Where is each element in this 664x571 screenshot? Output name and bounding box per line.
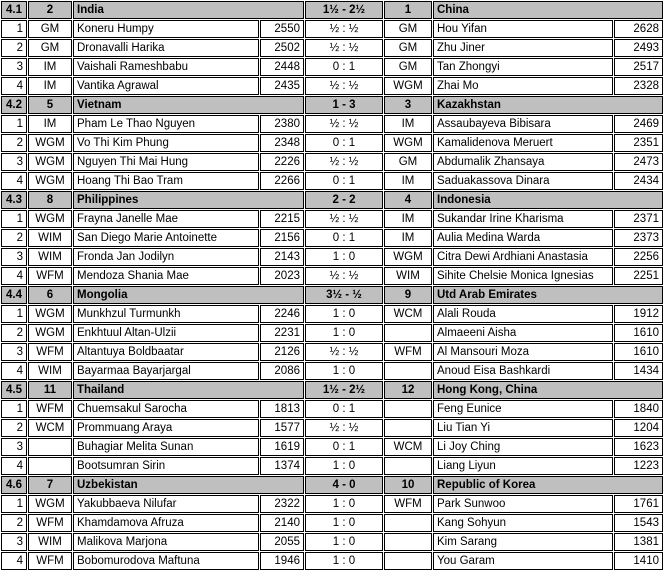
home-title-cell: WFM <box>28 514 72 532</box>
home-title-cell: WIM <box>28 248 72 266</box>
away-title-cell <box>384 400 432 418</box>
board-result-row <box>1 20 663 38</box>
board-result-row <box>1 229 663 247</box>
home-rating-cell: 2086 <box>260 362 304 380</box>
board-number-cell: 1 <box>1 400 27 418</box>
away-seed-cell: 9 <box>384 286 432 304</box>
away-rating-cell: 1610 <box>614 343 663 361</box>
result-cell: ½ : ½ <box>305 419 383 437</box>
result-cell: 0 : 1 <box>305 172 383 190</box>
home-player-cell: Mendoza Shania Mae <box>73 267 259 285</box>
home-title-cell <box>28 457 72 475</box>
home-player-cell: Chuemsakul Sarocha <box>73 400 259 418</box>
away-title-cell: IM <box>384 229 432 247</box>
board-result-row <box>1 305 663 323</box>
away-title-cell: IM <box>384 210 432 228</box>
home-player-cell: Khamdamova Afruza <box>73 514 259 532</box>
home-player-cell: Enkhtuul Altan-Ulzii <box>73 324 259 342</box>
board-number-cell: 4 <box>1 552 27 570</box>
home-rating-cell: 2023 <box>260 267 304 285</box>
away-player-cell: Zhai Mo <box>433 77 613 95</box>
away-team-cell: Republic of Korea <box>433 476 663 494</box>
home-rating-cell: 2322 <box>260 495 304 513</box>
away-rating-cell: 2517 <box>614 58 663 76</box>
home-title-cell: WIM <box>28 229 72 247</box>
home-player-cell: Prommuang Araya <box>73 419 259 437</box>
home-title-cell: IM <box>28 115 72 133</box>
board-result-row <box>1 362 663 380</box>
away-team-cell: Hong Kong, China <box>433 381 663 399</box>
away-title-cell: WGM <box>384 77 432 95</box>
home-rating-cell: 2380 <box>260 115 304 133</box>
home-rating-cell: 2435 <box>260 77 304 95</box>
away-rating-cell: 1204 <box>614 419 663 437</box>
home-rating-cell: 2266 <box>260 172 304 190</box>
board-number-cell: 1 <box>1 305 27 323</box>
away-rating-cell: 2469 <box>614 115 663 133</box>
result-cell: ½ : ½ <box>305 343 383 361</box>
away-player-cell: Aulia Medina Warda <box>433 229 613 247</box>
board-result-row <box>1 267 663 285</box>
board-number-cell: 2 <box>1 39 27 57</box>
home-player-cell: Dronavalli Harika <box>73 39 259 57</box>
board-number-cell: 1 <box>1 210 27 228</box>
away-title-cell: WCM <box>384 305 432 323</box>
away-team-cell: Kazakhstan <box>433 96 663 114</box>
away-rating-cell: 2473 <box>614 153 663 171</box>
board-result-row <box>1 115 663 133</box>
result-cell: 1 : 0 <box>305 457 383 475</box>
away-rating-cell: 2371 <box>614 210 663 228</box>
home-seed-cell: 2 <box>28 1 72 19</box>
home-player-cell: Vo Thi Kim Phung <box>73 134 259 152</box>
match-score-cell: 3½ - ½ <box>305 286 383 304</box>
result-cell: 0 : 1 <box>305 134 383 152</box>
home-rating-cell: 1619 <box>260 438 304 456</box>
match-score-cell: 1 - 3 <box>305 96 383 114</box>
home-title-cell: WGM <box>28 305 72 323</box>
board-number-cell: 3 <box>1 533 27 551</box>
away-player-cell: Kim Sarang <box>433 533 613 551</box>
away-player-cell: Saduakassova Dinara <box>433 172 613 190</box>
away-seed-cell: 10 <box>384 476 432 494</box>
away-title-cell: WIM <box>384 267 432 285</box>
result-cell: 0 : 1 <box>305 400 383 418</box>
home-title-cell: WIM <box>28 533 72 551</box>
home-seed-cell: 8 <box>28 191 72 209</box>
away-player-cell: Zhu Jiner <box>433 39 613 57</box>
board-result-row <box>1 400 663 418</box>
away-player-cell: Alali Rouda <box>433 305 613 323</box>
home-title-cell: WIM <box>28 362 72 380</box>
match-number-cell: 4.6 <box>1 476 27 494</box>
result-cell: ½ : ½ <box>305 115 383 133</box>
away-title-cell: GM <box>384 153 432 171</box>
home-title-cell: GM <box>28 20 72 38</box>
away-title-cell <box>384 514 432 532</box>
away-title-cell: WFM <box>384 495 432 513</box>
home-rating-cell: 2502 <box>260 39 304 57</box>
home-player-cell: Frayna Janelle Mae <box>73 210 259 228</box>
home-player-cell: Malikova Marjona <box>73 533 259 551</box>
away-player-cell: Anoud Eisa Bashkardi <box>433 362 613 380</box>
home-player-cell: Hoang Thi Bao Tram <box>73 172 259 190</box>
home-rating-cell: 2231 <box>260 324 304 342</box>
board-number-cell: 3 <box>1 58 27 76</box>
home-rating-cell: 2143 <box>260 248 304 266</box>
match-score-cell: 1½ - 2½ <box>305 381 383 399</box>
away-rating-cell: 1381 <box>614 533 663 551</box>
away-title-cell <box>384 324 432 342</box>
home-player-cell: Bobomurodova Maftuna <box>73 552 259 570</box>
away-player-cell: Almaeeni Aisha <box>433 324 613 342</box>
board-number-cell: 3 <box>1 343 27 361</box>
away-player-cell: Kang Sohyun <box>433 514 613 532</box>
home-title-cell: WGM <box>28 134 72 152</box>
away-title-cell <box>384 362 432 380</box>
board-number-cell: 2 <box>1 514 27 532</box>
result-cell: 1 : 0 <box>305 248 383 266</box>
result-cell: 1 : 0 <box>305 552 383 570</box>
board-number-cell: 3 <box>1 153 27 171</box>
home-team-cell: Vietnam <box>73 96 304 114</box>
home-rating-cell: 2348 <box>260 134 304 152</box>
away-title-cell <box>384 552 432 570</box>
result-cell: 1 : 0 <box>305 362 383 380</box>
away-seed-cell: 1 <box>384 1 432 19</box>
home-player-cell: Bayarmaa Bayarjargal <box>73 362 259 380</box>
home-title-cell <box>28 438 72 456</box>
home-seed-cell: 6 <box>28 286 72 304</box>
home-player-cell: Vantika Agrawal <box>73 77 259 95</box>
away-player-cell: Sukandar Irine Kharisma <box>433 210 613 228</box>
away-player-cell: Park Sunwoo <box>433 495 613 513</box>
match-header-row <box>1 96 663 114</box>
home-player-cell: Altantuya Boldbaatar <box>73 343 259 361</box>
match-number-cell: 4.1 <box>1 1 27 19</box>
result-cell: ½ : ½ <box>305 77 383 95</box>
home-title-cell: WFM <box>28 400 72 418</box>
board-result-row <box>1 77 663 95</box>
match-score-cell: 1½ - 2½ <box>305 1 383 19</box>
result-cell: ½ : ½ <box>305 267 383 285</box>
board-number-cell: 2 <box>1 324 27 342</box>
away-player-cell: Kamalidenova Meruert <box>433 134 613 152</box>
away-team-cell: China <box>433 1 663 19</box>
home-team-cell: Uzbekistan <box>73 476 304 494</box>
away-title-cell: GM <box>384 39 432 57</box>
board-number-cell: 1 <box>1 20 27 38</box>
away-rating-cell: 2373 <box>614 229 663 247</box>
home-title-cell: GM <box>28 39 72 57</box>
home-player-cell: Munkhzul Turmunkh <box>73 305 259 323</box>
board-result-row <box>1 58 663 76</box>
away-title-cell: GM <box>384 20 432 38</box>
away-rating-cell: 1223 <box>614 457 663 475</box>
away-title-cell <box>384 419 432 437</box>
home-title-cell: WGM <box>28 324 72 342</box>
board-number-cell: 1 <box>1 495 27 513</box>
away-rating-cell: 2434 <box>614 172 663 190</box>
home-title-cell: WGM <box>28 172 72 190</box>
home-rating-cell: 2126 <box>260 343 304 361</box>
away-player-cell: Abdumalik Zhansaya <box>433 153 613 171</box>
away-title-cell: IM <box>384 172 432 190</box>
result-cell: 1 : 0 <box>305 514 383 532</box>
home-title-cell: WFM <box>28 552 72 570</box>
match-header-row <box>1 1 663 19</box>
home-title-cell: IM <box>28 58 72 76</box>
match-header-row <box>1 381 663 399</box>
board-result-row <box>1 438 663 456</box>
away-rating-cell: 2256 <box>614 248 663 266</box>
away-rating-cell: 1434 <box>614 362 663 380</box>
home-title-cell: WGM <box>28 495 72 513</box>
home-rating-cell: 2448 <box>260 58 304 76</box>
match-number-cell: 4.5 <box>1 381 27 399</box>
result-cell: ½ : ½ <box>305 153 383 171</box>
result-cell: ½ : ½ <box>305 210 383 228</box>
away-player-cell: Al Mansouri Moza <box>433 343 613 361</box>
match-header-row <box>1 191 663 209</box>
away-seed-cell: 4 <box>384 191 432 209</box>
away-rating-cell: 2251 <box>614 267 663 285</box>
home-rating-cell: 2226 <box>260 153 304 171</box>
home-seed-cell: 11 <box>28 381 72 399</box>
away-player-cell: Sihite Chelsie Monica Ignesias <box>433 267 613 285</box>
home-team-cell: Philippines <box>73 191 304 209</box>
result-cell: 1 : 0 <box>305 324 383 342</box>
away-player-cell: You Garam <box>433 552 613 570</box>
away-rating-cell: 1410 <box>614 552 663 570</box>
results-table-body <box>1 1 663 570</box>
home-rating-cell: 2140 <box>260 514 304 532</box>
result-cell: ½ : ½ <box>305 39 383 57</box>
home-rating-cell: 1946 <box>260 552 304 570</box>
home-player-cell: Bootsumran Sirin <box>73 457 259 475</box>
away-seed-cell: 3 <box>384 96 432 114</box>
home-player-cell: Koneru Humpy <box>73 20 259 38</box>
result-cell: 1 : 0 <box>305 495 383 513</box>
home-title-cell: WFM <box>28 343 72 361</box>
home-team-cell: India <box>73 1 304 19</box>
board-result-row <box>1 457 663 475</box>
board-result-row <box>1 210 663 228</box>
board-result-row <box>1 153 663 171</box>
home-title-cell: WGM <box>28 210 72 228</box>
board-number-cell: 1 <box>1 115 27 133</box>
home-player-cell: Yakubbaeva Nilufar <box>73 495 259 513</box>
away-player-cell: Li Joy Ching <box>433 438 613 456</box>
home-player-cell: Fronda Jan Jodilyn <box>73 248 259 266</box>
away-rating-cell: 2628 <box>614 20 663 38</box>
home-title-cell: IM <box>28 77 72 95</box>
away-player-cell: Assaubayeva Bibisara <box>433 115 613 133</box>
board-result-row <box>1 324 663 342</box>
result-cell: 1 : 0 <box>305 305 383 323</box>
home-rating-cell: 2246 <box>260 305 304 323</box>
home-title-cell: WCM <box>28 419 72 437</box>
match-number-cell: 4.3 <box>1 191 27 209</box>
away-rating-cell: 1840 <box>614 400 663 418</box>
match-score-cell: 4 - 0 <box>305 476 383 494</box>
board-result-row <box>1 419 663 437</box>
board-result-row <box>1 552 663 570</box>
away-title-cell <box>384 457 432 475</box>
away-title-cell: GM <box>384 58 432 76</box>
home-title-cell: WFM <box>28 267 72 285</box>
away-rating-cell: 1610 <box>614 324 663 342</box>
away-rating-cell: 1543 <box>614 514 663 532</box>
match-header-row <box>1 286 663 304</box>
result-cell: ½ : ½ <box>305 20 383 38</box>
board-result-row <box>1 533 663 551</box>
away-seed-cell: 12 <box>384 381 432 399</box>
away-player-cell: Hou Yifan <box>433 20 613 38</box>
away-title-cell: WCM <box>384 438 432 456</box>
home-rating-cell: 1813 <box>260 400 304 418</box>
board-result-row <box>1 39 663 57</box>
away-player-cell: Feng Eunice <box>433 400 613 418</box>
home-rating-cell: 1374 <box>260 457 304 475</box>
away-player-cell: Liu Tian Yi <box>433 419 613 437</box>
board-number-cell: 4 <box>1 267 27 285</box>
match-number-cell: 4.2 <box>1 96 27 114</box>
match-number-cell: 4.4 <box>1 286 27 304</box>
away-team-cell: Indonesia <box>433 191 663 209</box>
away-rating-cell: 1761 <box>614 495 663 513</box>
board-result-row <box>1 343 663 361</box>
result-cell: 1 : 0 <box>305 533 383 551</box>
away-player-cell: Tan Zhongyi <box>433 58 613 76</box>
home-player-cell: Nguyen Thi Mai Hung <box>73 153 259 171</box>
board-result-row <box>1 495 663 513</box>
away-rating-cell: 2493 <box>614 39 663 57</box>
away-rating-cell: 2351 <box>614 134 663 152</box>
board-number-cell: 3 <box>1 438 27 456</box>
home-team-cell: Thailand <box>73 381 304 399</box>
board-number-cell: 2 <box>1 229 27 247</box>
home-player-cell: Vaishali Rameshbabu <box>73 58 259 76</box>
home-rating-cell: 1577 <box>260 419 304 437</box>
board-number-cell: 4 <box>1 457 27 475</box>
away-player-cell: Liang Liyun <box>433 457 613 475</box>
away-title-cell: WGM <box>384 134 432 152</box>
board-number-cell: 4 <box>1 77 27 95</box>
home-player-cell: Buhagiar Melita Sunan <box>73 438 259 456</box>
board-number-cell: 2 <box>1 134 27 152</box>
home-player-cell: Pham Le Thao Nguyen <box>73 115 259 133</box>
away-player-cell: Citra Dewi Ardhiani Anastasia <box>433 248 613 266</box>
away-rating-cell: 2328 <box>614 77 663 95</box>
home-rating-cell: 2156 <box>260 229 304 247</box>
home-team-cell: Mongolia <box>73 286 304 304</box>
away-title-cell: WFM <box>384 343 432 361</box>
home-player-cell: San Diego Marie Antoinette <box>73 229 259 247</box>
home-rating-cell: 2215 <box>260 210 304 228</box>
result-cell: 0 : 1 <box>305 229 383 247</box>
match-score-cell: 2 - 2 <box>305 191 383 209</box>
home-seed-cell: 5 <box>28 96 72 114</box>
board-result-row <box>1 248 663 266</box>
away-rating-cell: 1912 <box>614 305 663 323</box>
board-result-row <box>1 134 663 152</box>
home-seed-cell: 7 <box>28 476 72 494</box>
result-cell: 0 : 1 <box>305 58 383 76</box>
home-title-cell: WGM <box>28 153 72 171</box>
away-title-cell <box>384 533 432 551</box>
home-rating-cell: 2550 <box>260 20 304 38</box>
board-result-row <box>1 514 663 532</box>
match-header-row <box>1 476 663 494</box>
away-title-cell: IM <box>384 115 432 133</box>
away-title-cell: WGM <box>384 248 432 266</box>
result-cell: 0 : 1 <box>305 438 383 456</box>
home-rating-cell: 2055 <box>260 533 304 551</box>
board-number-cell: 4 <box>1 172 27 190</box>
board-result-row <box>1 172 663 190</box>
away-team-cell: Utd Arab Emirates <box>433 286 663 304</box>
board-number-cell: 4 <box>1 362 27 380</box>
board-number-cell: 3 <box>1 248 27 266</box>
away-rating-cell: 1623 <box>614 438 663 456</box>
board-number-cell: 2 <box>1 419 27 437</box>
